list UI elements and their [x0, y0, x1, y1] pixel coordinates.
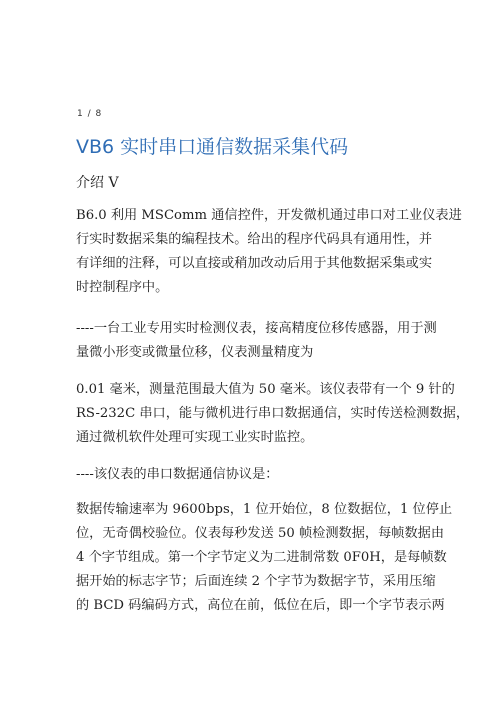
text-line: 据开始的标志字节；后面连续 2 个字节为数据字节，采用压缩 — [76, 574, 436, 589]
document-title: VB6 实时串口通信数据采集代码 — [76, 136, 349, 158]
text-line: ----该仪表的串口数据通信协议是： — [76, 467, 279, 482]
paragraph-2 — [76, 317, 436, 365]
text-line: 数据传输速率为 9600bps，1 位开始位，8 位数据位，1 位停止 — [76, 502, 453, 517]
intro-heading: 介绍 V — [76, 175, 119, 191]
text-line: 行实时数据采集的编程技术。给出的程序代码具有通用性，并 — [76, 232, 433, 247]
paragraph-4 — [76, 463, 436, 487]
paragraph-5 — [76, 498, 453, 618]
page-number: 1 / 8 — [77, 109, 103, 119]
text-line: 位，无奇偶校验位。仪表每秒发送 50 帧检测数据，每帧数据由 — [76, 526, 445, 541]
text-line: RS-232C 串口，能与微机进行串口数据通信，实时传送检测数据， — [76, 406, 470, 421]
text-line: ----一台工业专用实时检测仪表，接高精度位移传感器，用于测 — [76, 321, 437, 336]
text-line: 量微小形变或微量位移，仪表测量精度为 — [76, 345, 314, 360]
text-line: 通过微机软件处理可实现工业实时监控。 — [76, 430, 314, 445]
text-line: B6.0 利用 MSComm 通信控件，开发微机通过串口对工业仪表进 — [76, 208, 462, 223]
paragraph-1 — [76, 204, 462, 300]
text-line: 的 BCD 码编码方式，高位在前，低位在后，即一个字节表示两 — [76, 598, 445, 613]
text-line: 4 个字节组成。第一个字节定义为二进制常数 0F0H，是每帧数 — [76, 550, 447, 565]
text-line: 0.01 毫米，测量范围最大值为 50 毫米。该仪表带有一个 9 针的 — [76, 382, 455, 397]
text-line: 有详细的注释，可以直接或稍加改动后用于其他数据采集或实 — [76, 256, 433, 271]
paragraph-3 — [76, 378, 470, 450]
text-line: 时控制程序中。 — [76, 280, 169, 295]
